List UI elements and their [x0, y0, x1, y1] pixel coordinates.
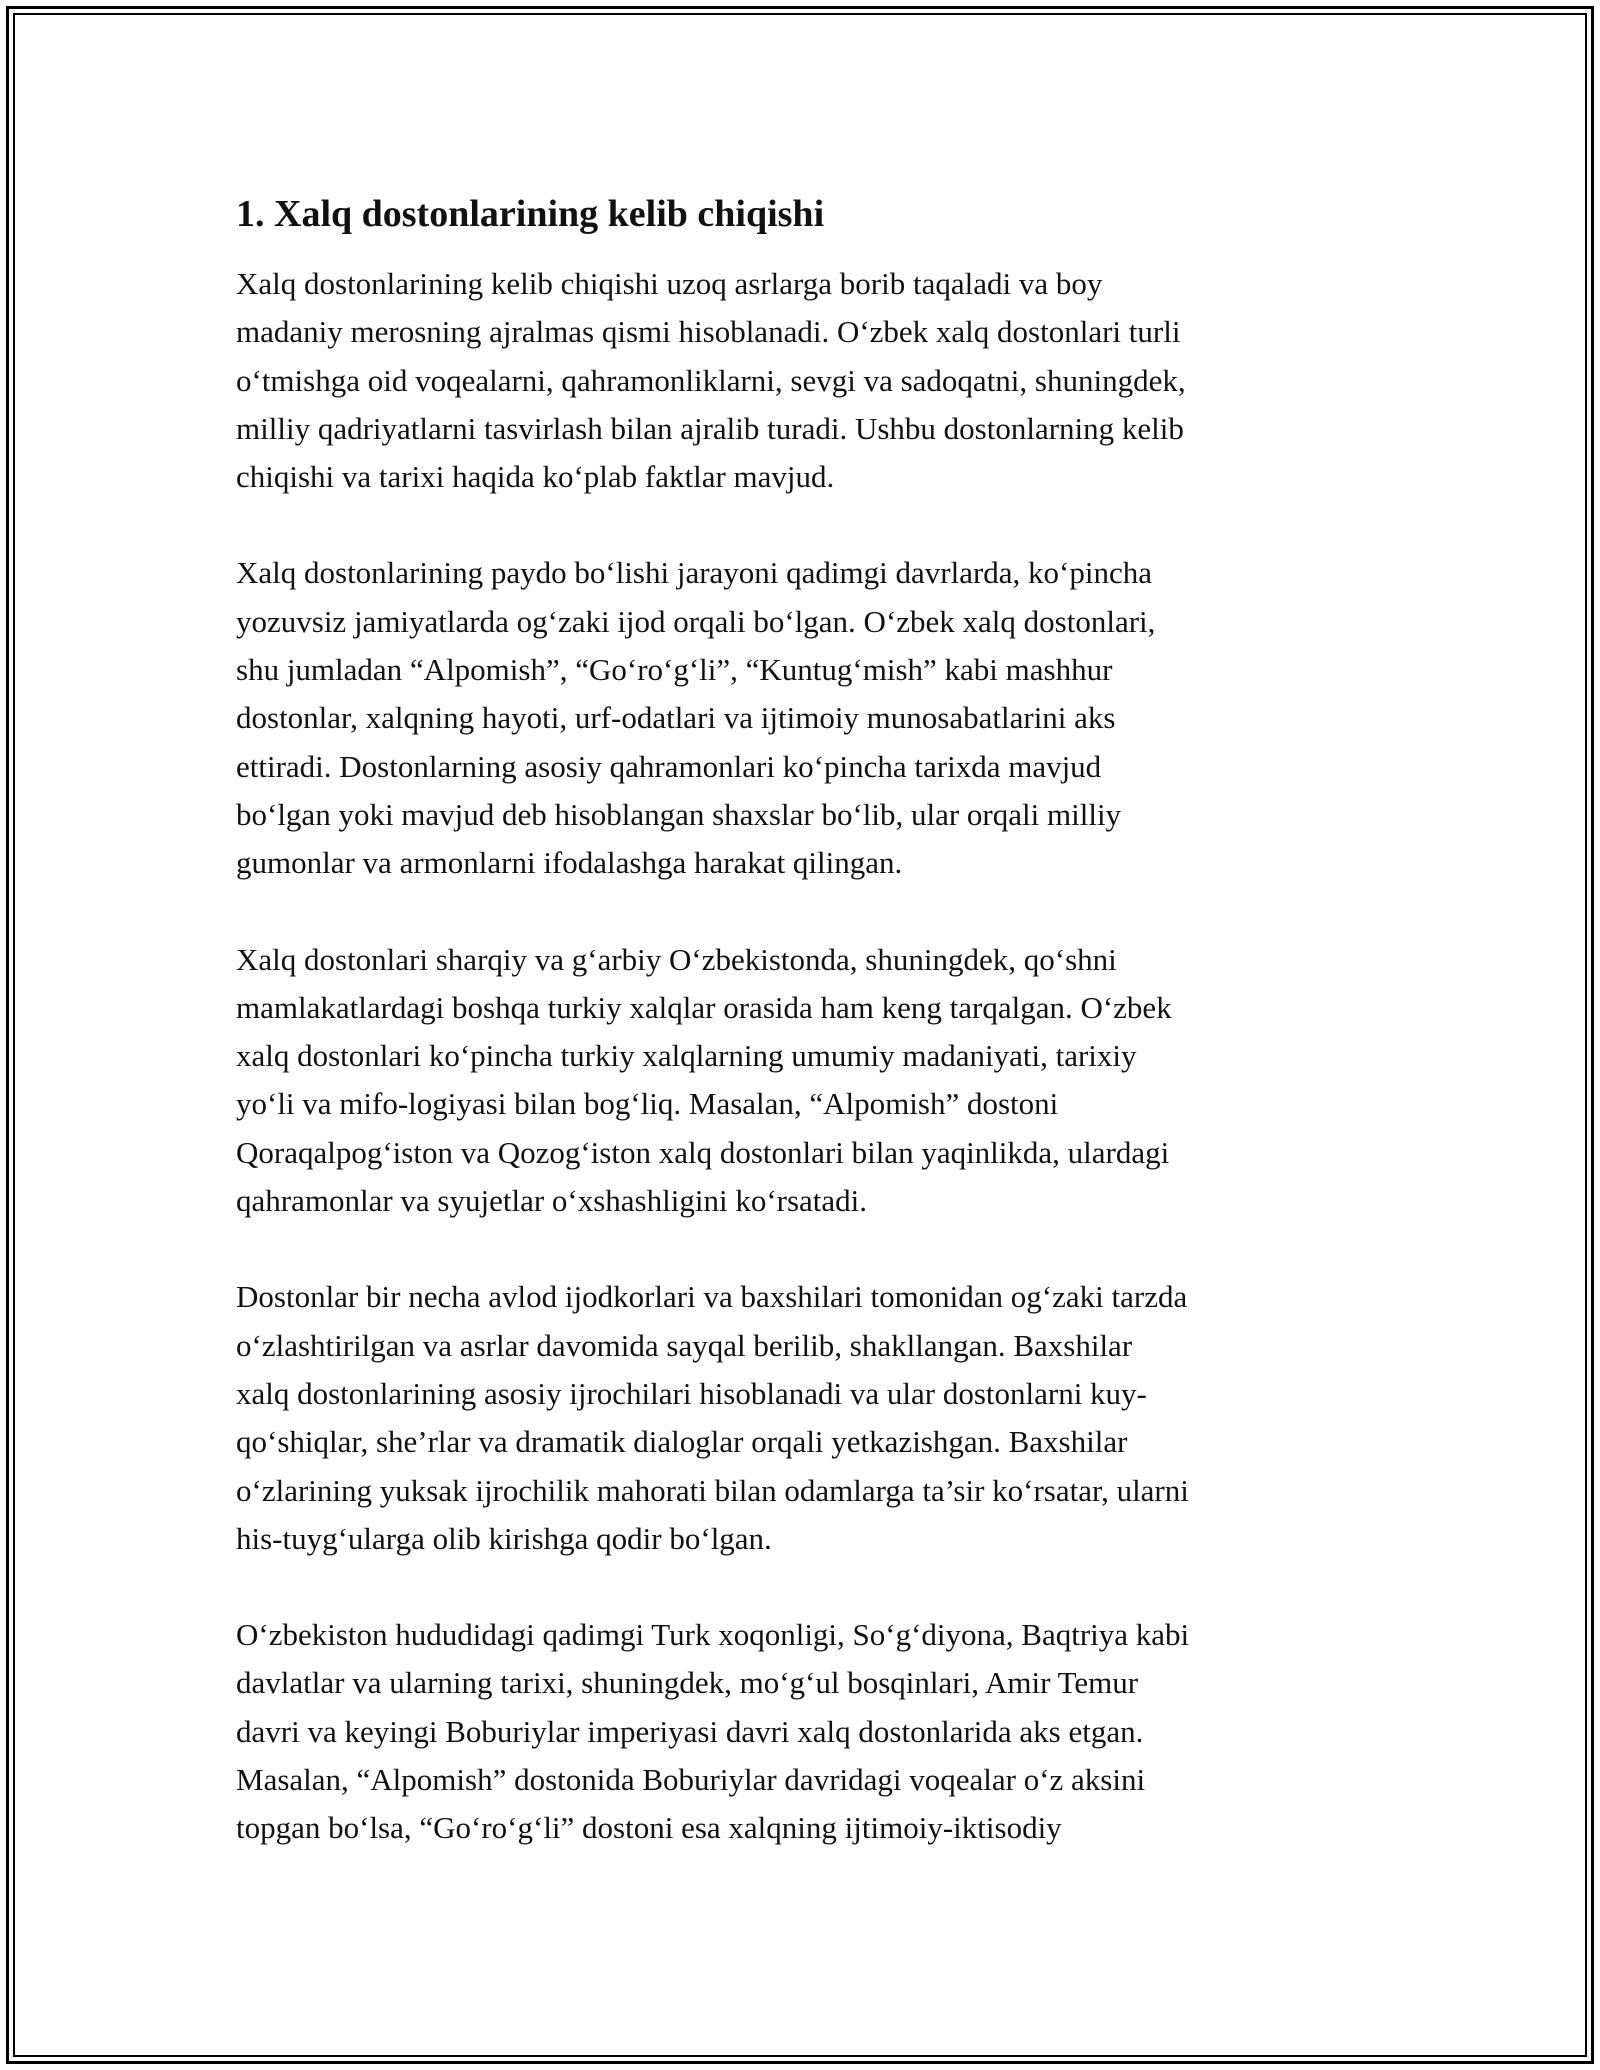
section-heading: 1. Xalq dostonlarining kelib chiqishi [236, 193, 825, 235]
paragraph-1: Xalq dostonlarining kelib chiqishi uzoq asrlarga borib taqaladi va boy madaniy merosning ajralmas qismi hisoblanadi. O‘zbek xalq dostonlari turli o‘tmishga oid voqealarni, qahramonliklarni, sevgi va sadoqatni, shuningdek, milliy qadriyatlarni tasvirlash bilan ajralib turadi. Ushbu dostonlarning kelib chiqishi va tarixi haqida ko‘plab faktlar mavjud. [236, 266, 1186, 495]
paragraph-5: O‘zbekiston hududidagi qadimgi Turk xoqonligi, So‘g‘diyona, Baqtriya kabi davlatlar va ularning tarixi, shuningdek, mo‘g‘ul bosqinlari, Amir Temur davri va keyingi Boburiylar imperiyasi davri xalq dostonlarida aks etgan. Masalan, “Alpomish” dostonida Boburiylar davridagi voqealar o‘z aksini topgan bo‘lsa, “Go‘ro‘g‘li” dostoni esa xalqning ijtimoiy-iktisodiy [236, 1617, 1190, 1846]
document-body [236, 188, 1386, 1901]
paragraph-4: Dostonlar bir necha avlod ijodkorlari va baxshilari tomonidan og‘zaki tarzda o‘zlashtirilgan va asrlar davomida sayqal berilib, shakllangan. Baxshilar xalq dostonlarining asosiy ijrochilari hisoblanadi va ular dostonlarni kuy- qo‘shiqlar, she’rlar va dramatik dialoglar orqali yetkazishgan. Baxshilar o‘zlarining yuksak ijrochilik mahorati bilan odamlarga ta’sir ko‘rsatar, ularni his-tuyg‘ularga olib kirishga qodir bo‘lgan. [236, 1279, 1189, 1556]
paragraph-2: Xalq dostonlarining paydo bo‘lishi jarayoni qadimgi davrlarda, ko‘pincha yozuvsiz jamiyatlarda og‘zaki ijod orqali bo‘lgan. O‘zbek xalq dostonlari, shu jumladan “Alpomish”, “Go‘ro‘g‘li”, “Kuntug‘mish” kabi mashhur dostonlar, xalqning hayoti, urf-odatlari va ijtimoiy munosabatlarini aks ettiradi. Dostonlarning asosiy qahramonlari ko‘pincha tarixda mavjud bo‘lgan yoki mavjud deb hisoblangan shaxslar bo‘lib, ular orqali milliy gumonlar va armonlarni ifodalashga harakat qilingan. [236, 555, 1156, 881]
paragraph-3: Xalq dostonlari sharqiy va g‘arbiy O‘zbekistonda, shuningdek, qo‘shni mamlakatlardagi boshqa turkiy xalqlar orasida ham keng tarqalgan. O‘zbek xalq dostonlari ko‘pincha turkiy xalqlarning umumiy madaniyati, tarixiy yo‘li va mifo-logiyasi bilan bog‘liq. Masalan, “Alpomish” dostoni Qoraqalpog‘iston va Qozog‘iston xalq dostonlari bilan yaqinlikda, ulardagi qahramonlar va syujetlar o‘xshashligini ko‘rsatadi. [236, 941, 1172, 1219]
